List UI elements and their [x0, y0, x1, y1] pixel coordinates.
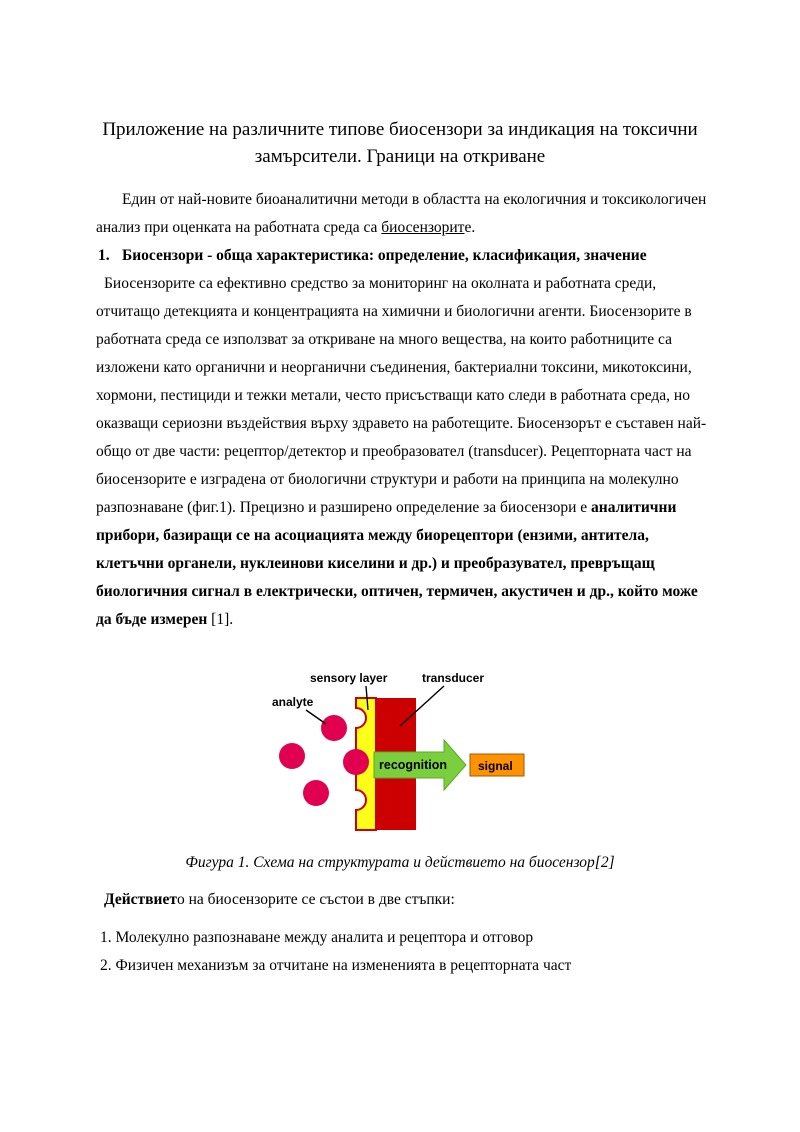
- main-text: [96, 186, 716, 634]
- sensory-layer-label: sensory layer: [310, 671, 388, 685]
- steps-list: [100, 924, 724, 980]
- analyte-label: analyte: [272, 695, 314, 709]
- action-section: [100, 886, 724, 980]
- action-bold: Действиет: [104, 891, 177, 908]
- intro-paragraph: [96, 186, 716, 242]
- intro-text-end: е.: [464, 219, 476, 236]
- action-rest: о на биосензорите се състои в две стъпки:: [176, 891, 455, 908]
- section-heading-text: Биосензори - обща характеристика: определение, класификация, значение: [122, 247, 647, 264]
- title-line-2: замърсители. Граници на откриване: [254, 146, 546, 167]
- intro-text: Един от най-новите биоаналитични методи в областта на екологичния и токсикологичен анализ при оценката на работната среда са: [96, 191, 707, 236]
- section-paragraph: [96, 270, 716, 634]
- list-item: 2. Физичен механизъм за отчитане на измененията в рецепторната част: [100, 957, 572, 974]
- definition-bold-text: аналитични прибори, базиращи се на асоциацията между биорецептори (ензими, антитела, клетъчни органели, нуклеинови киселини и др.) и преобразувател, превръщащ биологичния сигнал в електрически, оптичен, термичен, акустичен и др., който може да бъде измерен: [96, 499, 698, 628]
- figure-caption: Фигура 1. Схема на структурата и действието на биосензор[2]: [185, 854, 615, 871]
- analyte-molecule: [279, 743, 305, 769]
- reference-text: [1].: [207, 611, 234, 628]
- action-paragraph: [104, 886, 724, 914]
- transducer-label: transducer: [422, 671, 485, 685]
- analyte-molecule: [343, 749, 369, 775]
- analyte-molecule: [303, 780, 329, 806]
- biosensors-link[interactable]: биосензорит: [381, 219, 465, 236]
- list-item: 1. Молекулно разпознаване между аналита и рецептора и отговор: [100, 929, 534, 946]
- title-line-1: Приложение на различните типове биосензори за индикация на токсични: [102, 119, 698, 140]
- recognition-label: recognition: [379, 758, 448, 772]
- biosensor-diagram: [262, 668, 542, 836]
- section-number: 1.: [98, 247, 110, 264]
- section-paragraph-text: Биосензорите са ефективно средство за мониторинг на околната и работната среди, отчитащо детекцията и концентрацията на химични и биологични агенти. Биосензорите в работната среда се използват за откриване на много вещества, на които работниците са изложени като органични и неорганични съединения, бактериални токсини, микотоксини, хормони, пестициди и тежки метали, често присъстващи като следи в работната среда, но оказващи сериозни въздействия върху здравето на работещите. Биосензорът е съставен най- общо от две части: рецептор/детектор и преобразовател (transducer). Рецепторната част на биосензорите е изградена от биологични структури и работи на принципа на молекулно разпознаване (фиг.1). Прецизно и разширено определение за биосензори е: [96, 275, 707, 516]
- signal-label: signal: [478, 759, 513, 773]
- section-heading: [98, 242, 716, 270]
- analyte-molecule: [321, 715, 347, 741]
- analyte-pointer-line: [306, 710, 326, 724]
- page-title: [60, 116, 740, 170]
